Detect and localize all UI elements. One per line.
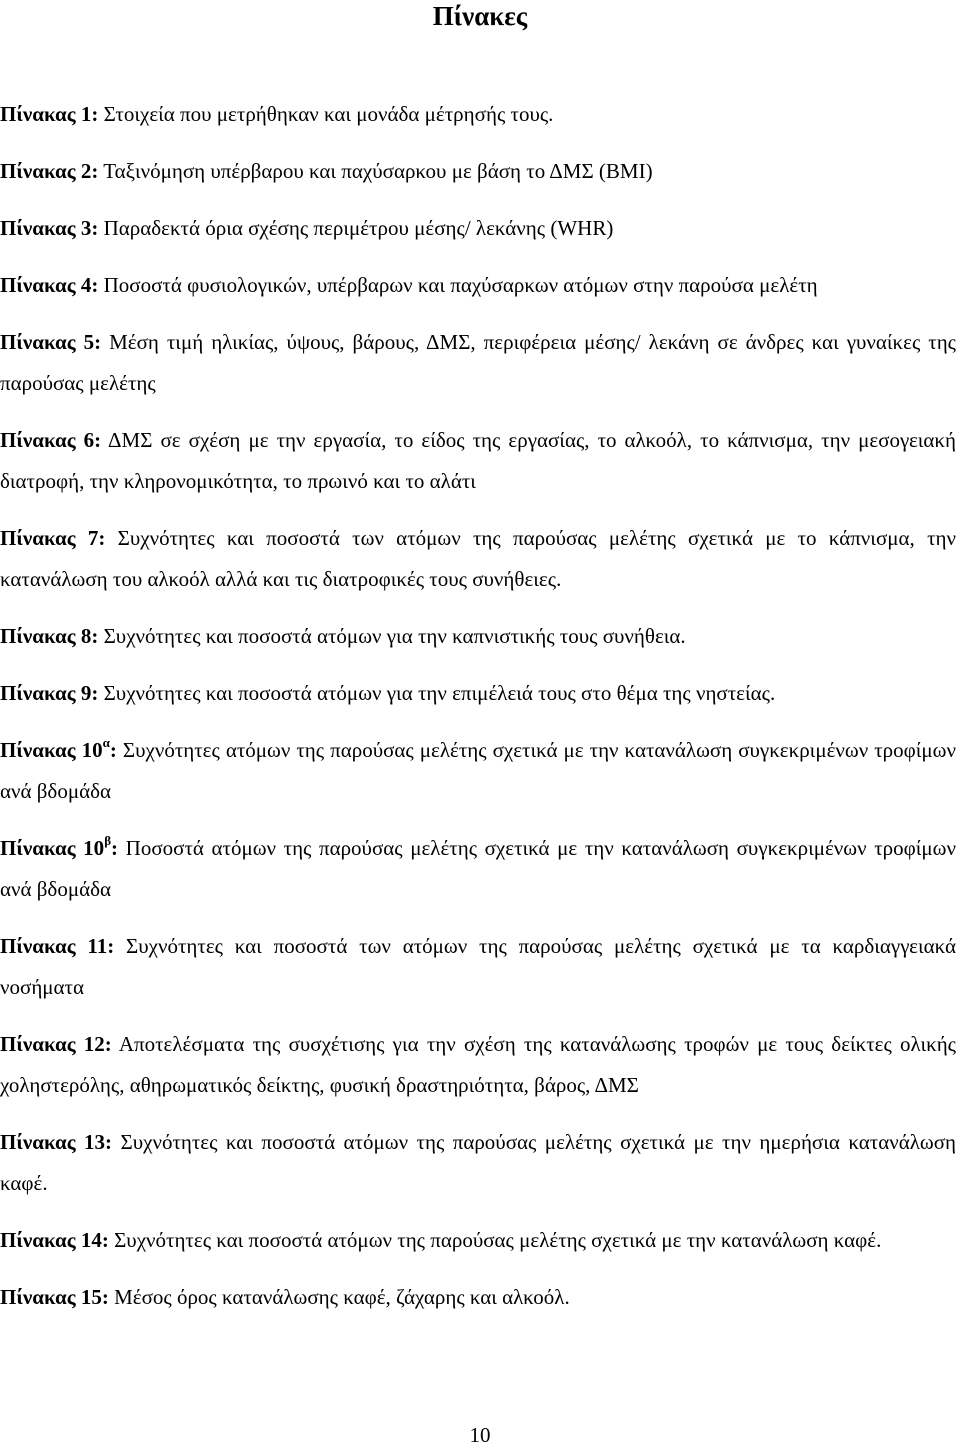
list-item <box>0 1122 956 1204</box>
entry-label: Πίνακας 10 <box>0 836 105 860</box>
list-item <box>0 1277 956 1318</box>
list-item <box>0 673 956 714</box>
list-item <box>0 518 956 600</box>
entry-label: Πίνακας 6: <box>0 428 102 452</box>
entry-label: Πίνακας 3: <box>0 216 99 240</box>
entry-label: Πίνακας 2: <box>0 159 99 183</box>
entry-label: Πίνακας 7: <box>0 526 106 550</box>
entry-label: Πίνακας 5: <box>0 330 102 354</box>
entry-label: Πίνακας 8: <box>0 624 99 648</box>
entry-label-suffix: : <box>111 836 119 860</box>
list-item <box>0 926 956 1008</box>
entry-text: Μέσος όρος κατανάλωσης καφέ, ζάχαρης και αλκοόλ. <box>108 1285 570 1309</box>
list-item <box>0 94 956 135</box>
entry-text: Ποσοστά φυσιολογικών, υπέρβαρων και παχύσαρκων ατόμων στην παρούσα μελέτη <box>98 273 818 297</box>
entry-label: Πίνακας 11: <box>0 934 115 958</box>
entry-text: Συχνότητες και ποσοστά των ατόμων της παρούσας μελέτης σχετικά με το κάπνισμα, την κατανάλωση του αλκοόλ αλλά και τις διατροφικές τους συνήθειες. <box>0 526 956 591</box>
entry-label: Πίνακας 10 <box>0 738 103 762</box>
entry-label: Πίνακας 9: <box>0 681 99 705</box>
list-item <box>0 1220 956 1261</box>
list-item <box>0 151 956 192</box>
entry-text: Συχνότητες και ποσοστά ατόμων για την καπνιστικής τους συνήθεια. <box>98 624 686 648</box>
entry-text: Στοιχεία που μετρήθηκαν και μονάδα μέτρησής τους. <box>98 102 554 126</box>
entry-text: Ποσοστά ατόμων της παρούσας μελέτης σχετικά με την κατανάλωση συγκεκριμένων τροφίμων ανά βδομάδα <box>0 836 956 901</box>
entry-text: ΔΜΣ σε σχέση με την εργασία, το είδος της εργασίας, το αλκοόλ, το κάπνισμα, την μεσογειακή διατροφή, την κληρονομικότητα, το πρωινό και το αλάτι <box>0 428 956 493</box>
entry-text: Αποτελέσματα της συσχέτισης για την σχέση της κατανάλωσης τροφών με τους δείκτες ολικής χοληστερόλης, αθηρωματικός δείκτης, φυσική δραστηριότητα, βάρος, ΔΜΣ <box>0 1032 956 1097</box>
entry-text: Συχνότητες και ποσοστά ατόμων της παρούσας μελέτης σχετικά με την ημερήσια κατανάλωση καφέ. <box>0 1130 957 1195</box>
entry-label: Πίνακας 12: <box>0 1032 112 1056</box>
list-item <box>0 208 956 249</box>
table-list <box>0 94 956 1334</box>
entry-superscript: β <box>104 833 112 848</box>
list-item <box>0 828 956 910</box>
page-number: 10 <box>469 1423 491 1447</box>
entry-text: Μέση τιμή ηλικίας, ύψους, βάρους, ΔΜΣ, περιφέρεια μέσης/ λεκάνη σε άνδρες και γυναίκες της παρούσας μελέτης <box>0 330 956 395</box>
entry-superscript: α <box>102 735 110 750</box>
entry-text: Συχνότητες και ποσοστά ατόμων για την επιμέλειά τους στο θέμα της νηστείας. <box>98 681 776 705</box>
entry-text: Συχνότητες και ποσοστά των ατόμων της παρούσας μελέτης σχετικά με τα καρδιαγγειακά νοσήματα <box>0 934 957 999</box>
entry-text: Συχνότητες και ποσοστά ατόμων της παρούσας μελέτης σχετικά με την κατανάλωση καφέ. <box>108 1228 882 1252</box>
list-item <box>0 1024 956 1106</box>
entry-text: Ταξινόμηση υπέρβαρου και παχύσαρκου με βάση το ΔΜΣ (BMI) <box>98 159 653 183</box>
list-item <box>0 322 956 404</box>
entry-text: Συχνότητες ατόμων της παρούσας μελέτης σχετικά με την κατανάλωση συγκεκριμένων τροφίμων ανά βδομάδα <box>0 738 956 803</box>
list-item <box>0 616 956 657</box>
entry-label-suffix: : <box>109 738 117 762</box>
page-title: Πίνακες <box>432 1 528 31</box>
entry-label: Πίνακας 1: <box>0 102 99 126</box>
list-item <box>0 420 956 502</box>
list-item <box>0 730 956 812</box>
entry-label: Πίνακας 13: <box>0 1130 113 1154</box>
entry-label: Πίνακας 14: <box>0 1228 109 1252</box>
list-item <box>0 265 956 306</box>
entry-text: Παραδεκτά όρια σχέσης περιμέτρου μέσης/ λεκάνης (WHR) <box>98 216 614 240</box>
entry-label: Πίνακας 4: <box>0 273 99 297</box>
entry-label: Πίνακας 15: <box>0 1285 109 1309</box>
